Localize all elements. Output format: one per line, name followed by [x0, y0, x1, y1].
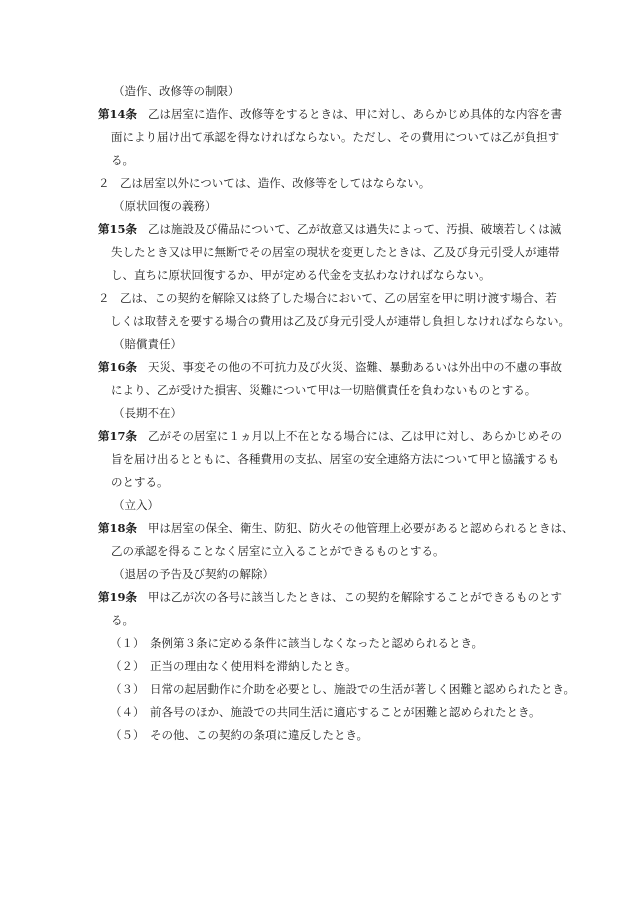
- item-text: その他、この契約の条項に違反したとき。: [150, 728, 369, 742]
- article-line: 乙がその居室に１ヵ月以上不在となる場合には、乙は甲に対し、あらかじめその: [148, 429, 562, 443]
- item-text: 正当の理由なく使用料を滞納したとき。: [150, 659, 357, 673]
- section-heading: （退居の予告及び契約の解除）: [113, 567, 274, 581]
- article-line: 旨を届け出るとともに、各種費用の支払、居室の安全連絡方法について甲と協議するも: [111, 452, 560, 466]
- article-line: 乙の承認を得ることなく居室に立入ることができるものとする。: [111, 544, 445, 558]
- item-number: （２）: [110, 659, 145, 673]
- article-number: 第15条: [98, 222, 138, 236]
- article-14: [98, 103, 578, 172]
- paragraph-2: [98, 172, 578, 195]
- section-heading: （賠償責任）: [113, 337, 182, 351]
- article-18: [98, 517, 578, 563]
- section-heading: （原状回復の義務）: [113, 199, 217, 213]
- item-text: 条例第３条に定める条件に該当しなくなったと認められるとき。: [150, 636, 484, 650]
- article-line: 乙は施設及び備品について、乙が故意又は過失によって、汚損、破壊若しくは滅: [148, 222, 562, 236]
- article-line: 天災、事変その他の不可抗力及び火災、盗難、暴動あるいは外出中の不慮の事故: [148, 360, 562, 374]
- article-number: 第17条: [98, 429, 138, 443]
- item-text: 前各号のほか、施設での共同生活に適応することが困難と認められたとき。: [150, 705, 541, 719]
- article-15: [98, 218, 578, 287]
- paragraph-number: ２: [98, 176, 110, 190]
- item-number: （１）: [110, 636, 145, 650]
- paragraph-number: ２: [98, 291, 110, 305]
- paragraph-2: [98, 287, 578, 333]
- item-number: （５）: [110, 728, 145, 742]
- article-16: [98, 356, 578, 402]
- section-heading: （立入）: [113, 498, 159, 512]
- section-heading: （長期不在）: [113, 406, 182, 420]
- list-item: [110, 632, 580, 655]
- paragraph-line: 乙は、この契約を解除又は終了した場合において、乙の居室を甲に明け渡す場合、若: [120, 291, 557, 305]
- article-line: 面により届け出て承認を得なければならない。ただし、その費用については乙が負担す: [111, 130, 560, 144]
- article-line: 甲は乙が次の各号に該当したときは、この契約を解除することができるものとす: [148, 590, 562, 604]
- article-17: [98, 425, 578, 494]
- item-text: 日常の起居動作に介助を必要とし、施設での生活が著しく困難と認められたとき。: [150, 682, 576, 696]
- article-19: [98, 586, 578, 632]
- article-line: 甲は居室の保全、衛生、防犯、防火その他管理上必要があると認められるときは、: [148, 521, 574, 535]
- paragraph-line: 乙は居室以外については、造作、改修等をしてはならない。: [120, 176, 431, 190]
- article-line: る。: [111, 613, 134, 627]
- article-number: 第16条: [98, 360, 138, 374]
- paragraph-line: しくは取替えを要する場合の費用は乙及び身元引受人が連帯し負担しなければならない。: [110, 314, 570, 328]
- article-line: し、直ちに原状回復するか、甲が定める代金を支払わなければならない。: [111, 268, 491, 282]
- article-line: 失したとき又は甲に無断でその居室の現状を変更したときは、乙及び身元引受人が連帯: [111, 245, 560, 259]
- article-line: のとする。: [111, 475, 169, 489]
- article-number: 第19条: [98, 590, 138, 604]
- list-item: [110, 701, 580, 724]
- article-line: る。: [111, 153, 134, 167]
- article-line: により、乙が受けた損害、災難について甲は一切賠償責任を負わないものとする。: [111, 383, 537, 397]
- list-item: [110, 678, 580, 701]
- list-item: [110, 655, 580, 678]
- list-item: [110, 724, 580, 747]
- article-number: 第14条: [98, 107, 138, 121]
- article-number: 第18条: [98, 521, 138, 535]
- item-number: （３）: [110, 682, 145, 696]
- item-number: （４）: [110, 705, 145, 719]
- section-heading: （造作、改修等の制限）: [113, 84, 240, 98]
- article-line: 乙は居室に造作、改修等をするときは、甲に対し、あらかじめ具体的な内容を書: [148, 107, 562, 121]
